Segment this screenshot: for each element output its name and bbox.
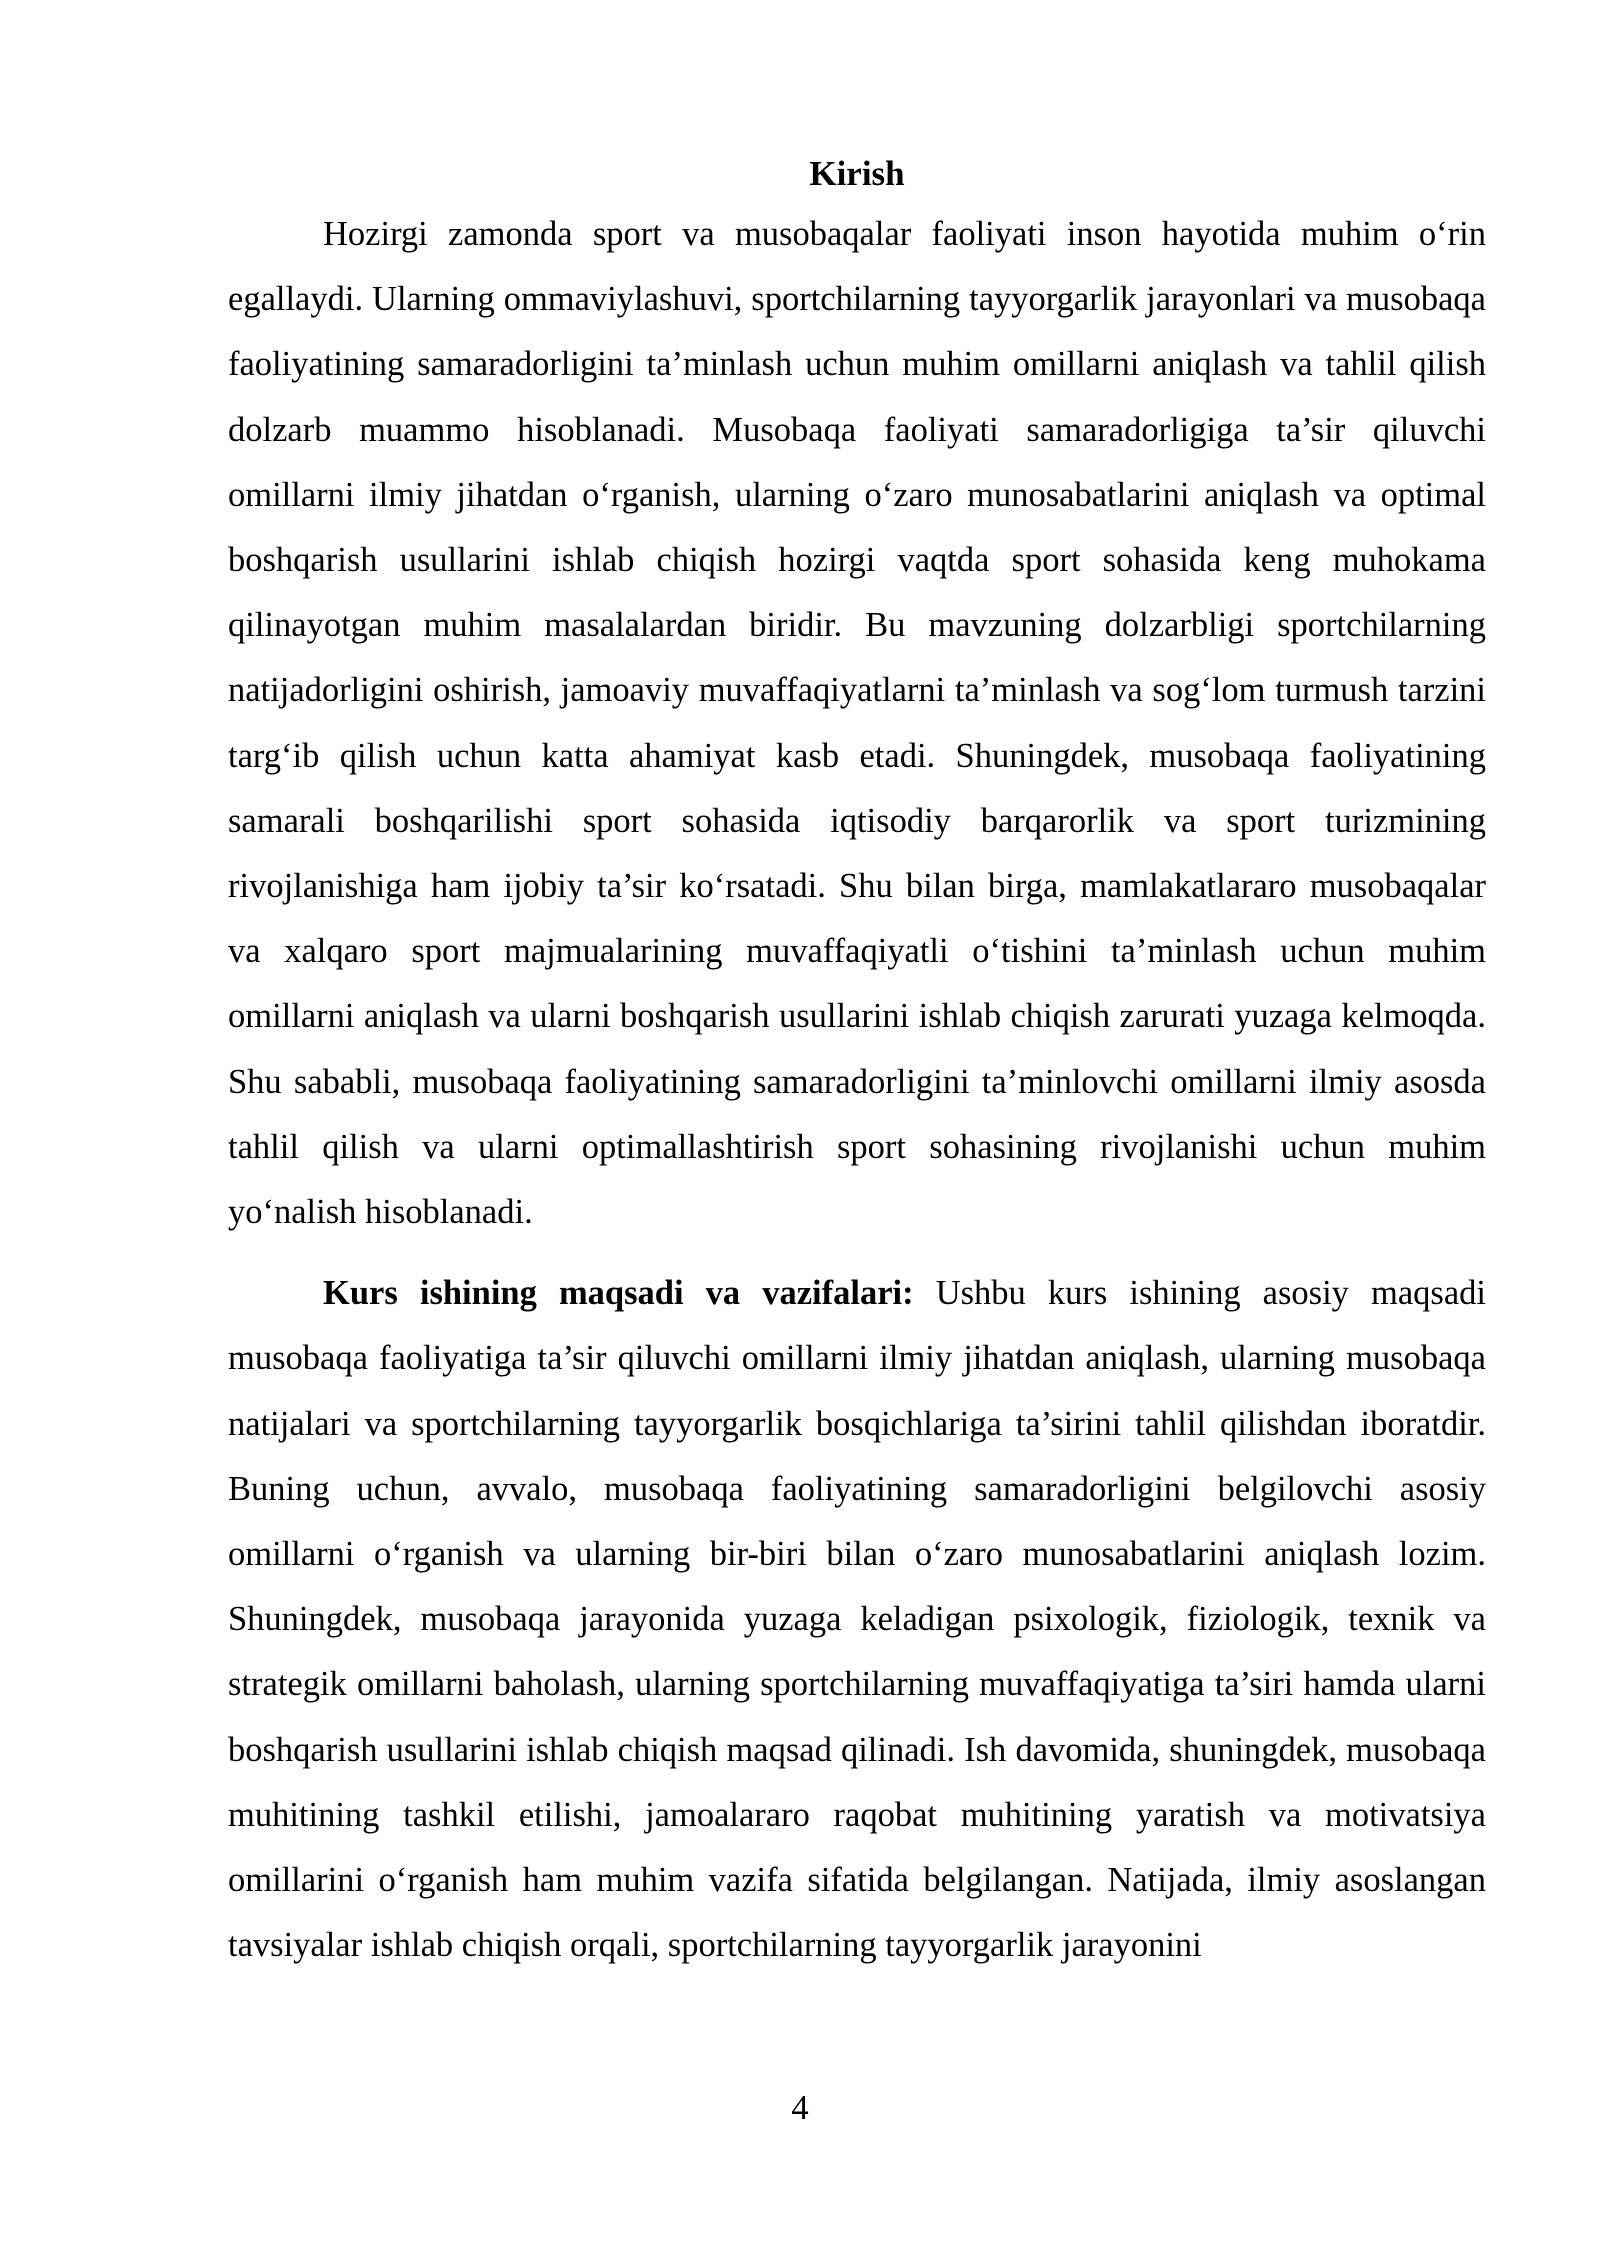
page-content [228,148,1486,1978]
page-number: 4 [791,2089,809,2127]
goals-lead-text: Kurs ishining maqsadi va vazifalari: [323,1274,914,1313]
goals-body-text: Ushbu kurs ishining asosiy maqsadi musobaqa faoliyatiga ta’sir qiluvchi omillarni ilmiy jihatdan aniqlash, ularning musobaqa natijalari va sportchilarning tayyorgarlik bosqichlariga ta’sirini tahlil qilishdan iboratdir. Buning uchun, avvalo, musobaqa faoliyatining samaradorligini belgilovchi asosiy omillarni o‘rganish va ularning bir-biri bilan o‘zaro munosabatlarini aniqlash lozim. Shuningdek, musobaqa jarayonida yuzaga keladigan psixologik, fiziologik, texnik va strategik omillarni baholash, ularning sportchilarning muvaffaqiyatiga ta’siri hamda ularni boshqarish usullarini ishlab chiqish maqsad qilinadi. Ish davomida, shuningdek, musobaqa muhitining tashkil etilishi, jamoalararo raqobat muhitining yaratish va motivatsiya omillarini o‘rganish ham muhim vazifa sifatida belgilangan. Natijada, ilmiy asoslangan tavsiyalar ishlab chiqish orqali, sportchilarning tayyorgarlik jarayonini [228,1274,1486,1965]
intro-paragraph: Hozirgi zamonda sport va musobaqalar faoliyati inson hayotida muhim o‘rin egallaydi. Ularning ommaviylashuvi, sportchilarning tayyorgarlik jarayonlari va musobaqa faoliyatining samaradorligini ta’minlash uchun muhim omillarni aniqlash va tahlil qilish dolzarb muammo hisoblanadi. Musobaqa faoliyati samaradorligiga ta’sir qiluvchi omillarni ilmiy jihatdan o‘rganish, ularning o‘zaro munosabatlarini aniqlash va optimal boshqarish usullarini ishlab chiqish hozirgi vaqtda sport sohasida keng muhokama qilinayotgan muhim masalalardan biridir. Bu mavzuning dolzarbligi sportchilarning natijadorligini oshirish, jamoaviy muvaffaqiyatlarni ta’minlash va sog‘lom turmush tarzini targ‘ib qilish uchun katta ahamiyat kasb etadi. Shuningdek, musobaqa faoliyatining samarali boshqarilishi sport sohasida iqtisodiy barqarorlik va sport turizmining rivojlanishiga ham ijobiy ta’sir ko‘rsatadi. Shu bilan birga, mamlakatlararo musobaqalar va xalqaro sport majmualarining muvaffaqiyatli o‘tishini ta’minlash uchun muhim omillarni aniqlash va ularni boshqarish usullarini ishlab chiqish zarurati yuzaga kelmoqda. Shu sababli, musobaqa faoliyatining samaradorligini ta’minlovchi omillarni ilmiy asosda tahlil qilish va ularni optimallashtirish sport sohasining rivojlanishi uchun muhim yo‘nalish hisoblanadi. [228,215,1486,1232]
goals-paragraph [228,1261,1486,1978]
section-heading: Kirish [809,154,905,193]
